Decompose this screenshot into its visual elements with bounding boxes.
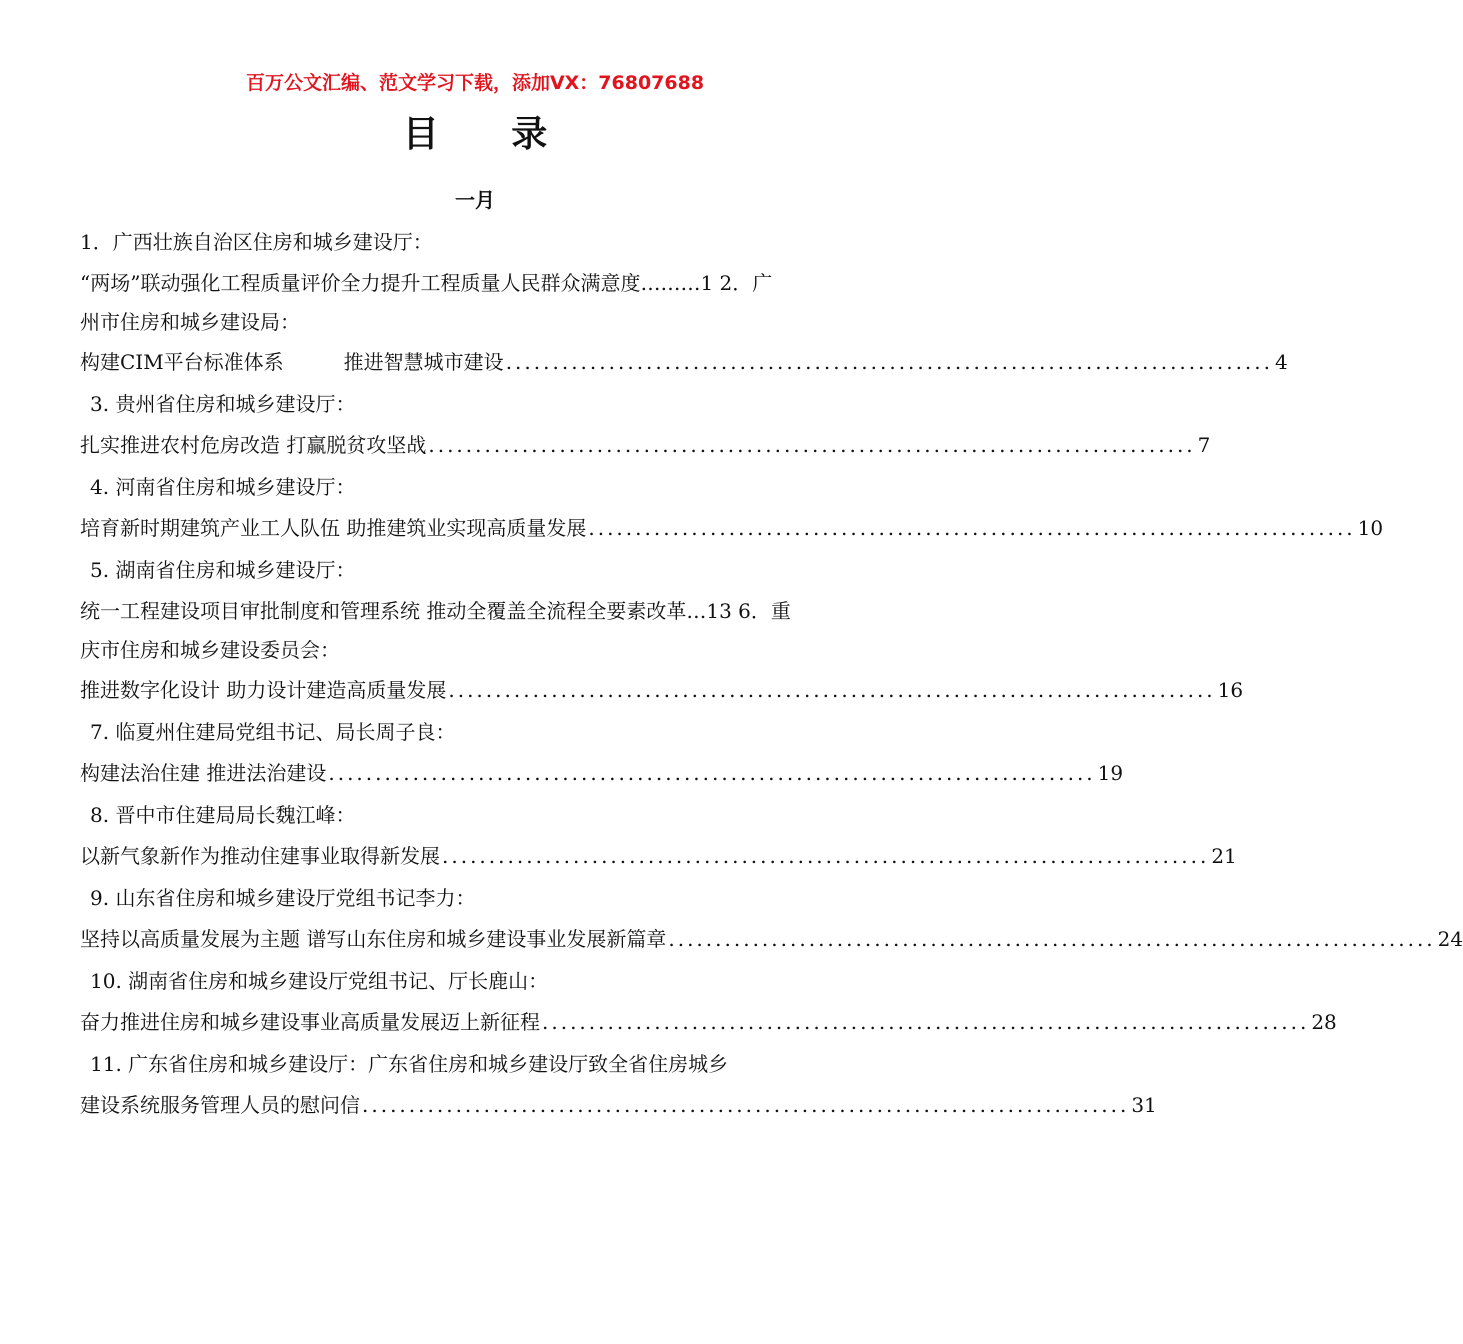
toc-entry-4[interactable]: [80, 515, 1384, 541]
leader-dots: ..................................................................................: [448, 678, 1216, 702]
toc-org-4: 4. 河南省住房和城乡建设厅：: [90, 475, 356, 499]
toc-page-7: 19: [1097, 761, 1124, 785]
toc-entry-6[interactable]: [80, 677, 1244, 703]
toc-entry-7[interactable]: [80, 760, 1124, 786]
toc-org-8: 8. 晋中市住建局局长魏江峰：: [90, 803, 356, 827]
toc-title-10: 奋力推进住房和城乡建设事业高质量发展迈上新征程: [80, 1010, 540, 1034]
toc-org-10: 10. 湖南省住房和城乡建设厅党组书记、厅长鹿山：: [90, 969, 549, 993]
leader-dots: ..................................................................................: [588, 516, 1356, 540]
toc-title-5: 统一工程建设项目审批制度和管理系统 推动全覆盖全流程全要素改革…13 6．重: [80, 599, 791, 623]
toc-entry-3[interactable]: [80, 432, 1211, 458]
toc-title-9: 坚持以高质量发展为主题 谱写山东住房和城乡建设事业发展新篇章: [80, 927, 667, 951]
toc-entry-9[interactable]: [80, 926, 1463, 952]
leader-dots: ..................................................................................: [668, 927, 1436, 951]
section-month: 一月: [455, 188, 495, 212]
toc-title-2: 构建CIM平台标准体系 推进智慧城市建设: [80, 350, 504, 374]
toc-page-3: 7: [1197, 433, 1211, 457]
toc-title-8: 以新气象新作为推动住建事业取得新发展: [80, 844, 440, 868]
leader-dots: ..................................................................................: [542, 1010, 1310, 1034]
toc-org-2: 州市住房和城乡建设局：: [80, 310, 300, 334]
toc-page-4: 10: [1357, 516, 1384, 540]
toc-title-3: 扎实推进农村危房改造 打赢脱贫攻坚战: [80, 433, 427, 457]
toc-title-11: 建设系统服务管理人员的慰问信: [80, 1093, 360, 1117]
toc-org-7: 7. 临夏州住建局党组书记、局长周子良：: [90, 720, 456, 744]
page-title: 目 录: [402, 114, 578, 155]
leader-dots: ..................................................................................: [428, 433, 1196, 457]
toc-org-9: 9. 山东省住房和城乡建设厅党组书记李力：: [90, 886, 476, 910]
toc-page-9: 24: [1437, 927, 1463, 951]
toc-page-10: 28: [1311, 1010, 1337, 1034]
toc-title-7: 构建法治住建 推进法治建设: [80, 761, 327, 785]
toc-title-4: 培育新时期建筑产业工人队伍 助推建筑业实现高质量发展: [80, 516, 587, 540]
toc-org-6: 庆市住房和城乡建设委员会：: [80, 638, 340, 662]
toc-org-5: 5. 湖南省住房和城乡建设厅：: [90, 558, 356, 582]
toc-entry-2[interactable]: [80, 349, 1288, 375]
toc-page-11: 31: [1131, 1093, 1157, 1117]
header-banner: 百万公文汇编、范文学习下载，添加VX：76807688: [245, 72, 705, 94]
leader-dots: ..................................................................................: [328, 761, 1096, 785]
toc-title-1: “两场”联动强化工程质量评价全力提升工程质量人民群众满意度………1 2．广: [80, 271, 773, 295]
leader-dots: ..................................................................................: [362, 1093, 1130, 1117]
leader-dots: ..................................................................................: [442, 844, 1210, 868]
toc-entry-8[interactable]: [80, 843, 1237, 869]
toc-page-8: 21: [1211, 844, 1237, 868]
toc-title-6: 推进数字化设计 助力设计建造高质量发展: [80, 678, 447, 702]
toc-org-11: 11. 广东省住房和城乡建设厅：广东省住房和城乡建设厅致全省住房城乡: [90, 1052, 729, 1076]
toc-page-6: 16: [1217, 678, 1244, 702]
toc-org-3: 3. 贵州省住房和城乡建设厅：: [90, 392, 356, 416]
toc-page-2: 4: [1275, 350, 1288, 374]
toc-org-1: 1．广西壮族自治区住房和城乡建设厅：: [80, 230, 433, 254]
toc-entry-10[interactable]: [80, 1009, 1337, 1035]
leader-dots: ..................................................................................: [505, 350, 1273, 374]
toc-entry-11[interactable]: [80, 1092, 1157, 1118]
